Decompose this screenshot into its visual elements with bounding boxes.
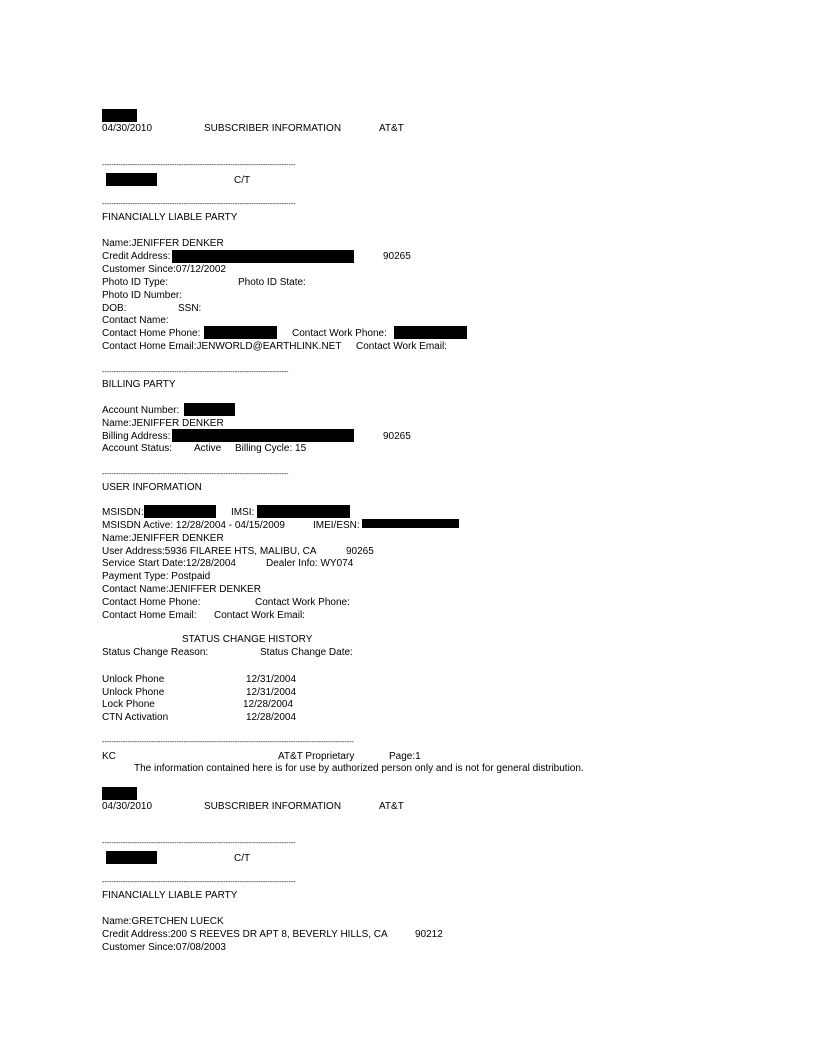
ui-user-zip: 90265: [346, 546, 374, 557]
status-reason: CTN Activation: [102, 712, 169, 723]
ui-service-start: Service Start Date:12/28/2004: [102, 558, 236, 569]
fl-contact-home-phone: Contact Home Phone:: [102, 328, 201, 339]
bp-account-status: Active: [194, 443, 222, 454]
report-carrier: AT&T: [379, 801, 404, 812]
redaction-block: [106, 173, 157, 186]
separator: --------------------------------------------------------------------------------: [102, 471, 289, 478]
ui-contact-work-phone: Contact Work Phone:: [255, 597, 350, 608]
status-reason: Unlock Phone: [102, 687, 165, 698]
fl-contact-home-email: Contact Home Email:JENWORLD@EARTHLINK.NET: [102, 341, 342, 352]
ui-msisdn-active: MSISDN Active: 12/28/2004 - 04/15/2009: [102, 520, 285, 531]
bp-billing-zip: 90265: [383, 431, 411, 442]
fl-contact-name: Contact Name:: [102, 315, 169, 326]
fl-customer-since: Customer Since:07/12/2002: [102, 264, 226, 275]
fl-customer-since: Customer Since:07/08/2003: [102, 942, 226, 953]
fl-photo-id-type: Photo ID Type:: [102, 277, 168, 288]
status-reason: Unlock Phone: [102, 674, 165, 685]
ui-contact-home-email: Contact Home Email:: [102, 610, 197, 621]
separator: -----------------------------------------------------------------------------------: [102, 840, 296, 847]
separator: -----------------------------------------------------------------------------------: [102, 879, 296, 886]
redaction-block: [106, 851, 157, 864]
status-date: 12/31/2004: [246, 687, 297, 698]
bp-account-number: Account Number:: [102, 405, 180, 416]
redaction-block: [172, 250, 354, 263]
redaction-block: [257, 505, 350, 518]
separator: -----------------------------------------------------------------------------------: [102, 162, 296, 169]
ui-imsi: IMSI:: [231, 507, 255, 518]
separator: --------------------------------------------------------------------------------: [102, 369, 289, 376]
ui-msisdn: MSISDN:: [102, 507, 144, 518]
fl-credit-zip: 90265: [383, 251, 411, 262]
ui-name: Name:JENIFFER DENKER: [102, 533, 224, 544]
fl-photo-id-number: Photo ID Number:: [102, 290, 183, 301]
bp-name: Name:JENIFFER DENKER: [102, 418, 224, 429]
report-title: SUBSCRIBER INFORMATION: [204, 123, 342, 134]
section-heading: FINANCIALLY LIABLE PARTY: [102, 890, 238, 901]
status-date-label: Status Change Date:: [260, 647, 353, 658]
section-heading: USER INFORMATION: [102, 482, 202, 493]
fl-contact-work-phone: Contact Work Phone:: [292, 328, 387, 339]
ct-label: C/T: [234, 853, 251, 864]
status-reason: Lock Phone: [102, 699, 155, 710]
status-history-heading: STATUS CHANGE HISTORY: [182, 634, 313, 645]
ui-contact-name: Contact Name:JENIFFER DENKER: [102, 584, 261, 595]
status-date: 12/28/2004: [246, 712, 297, 723]
redaction-block: [102, 787, 137, 800]
ui-user-address: User Address:5936 FILAREE HTS, MALIBU, CA: [102, 546, 317, 557]
footer-notice: The information contained here is for use by authorized person only and is not for general distribution.: [134, 763, 584, 774]
ui-dealer-info: Dealer Info: WY074: [266, 558, 354, 569]
redaction-block: [204, 326, 277, 339]
report-date: 04/30/2010: [102, 123, 153, 134]
footer-proprietary: AT&T Proprietary: [278, 751, 355, 762]
ui-imei: IMEI/ESN:: [313, 520, 360, 531]
footer-kc: KC: [102, 751, 116, 762]
fl-dob: DOB:: [102, 303, 127, 314]
report-carrier: AT&T: [379, 123, 404, 134]
redaction-block: [102, 109, 137, 122]
fl-name: Name:GRETCHEN LUECK: [102, 916, 224, 927]
fl-credit-zip: 90212: [415, 929, 443, 940]
footer-page: Page:1: [389, 751, 421, 762]
ui-payment-type: Payment Type: Postpaid: [102, 571, 211, 582]
status-date: 12/28/2004: [243, 699, 294, 710]
fl-credit-address: Credit Address:200 S REEVES DR APT 8, BEVERLY HILLS, CA: [102, 929, 388, 940]
section-heading: BILLING PARTY: [102, 379, 176, 390]
fl-photo-id-state: Photo ID State:: [238, 277, 306, 288]
fl-ssn: SSN:: [178, 303, 202, 314]
ui-contact-work-email: Contact Work Email:: [214, 610, 305, 621]
bp-billing-address-label: Billing Address:: [102, 431, 171, 442]
bp-account-status-label: Account Status:: [102, 443, 173, 454]
redaction-block: [172, 429, 354, 442]
status-date: 12/31/2004: [246, 674, 297, 685]
redaction-block: [394, 326, 467, 339]
bp-billing-cycle: Billing Cycle: 15: [235, 443, 307, 454]
ct-label: C/T: [234, 175, 251, 186]
separator: -----------------------------------------------------------------------------------: [102, 201, 296, 208]
fl-name: Name:JENIFFER DENKER: [102, 238, 224, 249]
report-title: SUBSCRIBER INFORMATION: [204, 801, 342, 812]
ui-contact-home-phone: Contact Home Phone:: [102, 597, 201, 608]
report-date: 04/30/2010: [102, 801, 153, 812]
status-reason-label: Status Change Reason:: [102, 647, 209, 658]
fl-contact-work-email: Contact Work Email:: [356, 341, 447, 352]
redaction-block: [144, 505, 216, 518]
footer-separator: ------------------------------------------------------------------------------------------------------------: [102, 739, 354, 746]
redaction-block: [184, 403, 235, 416]
fl-credit-address-label: Credit Address:: [102, 251, 171, 262]
section-heading: FINANCIALLY LIABLE PARTY: [102, 212, 238, 223]
redaction-block: [362, 519, 459, 528]
